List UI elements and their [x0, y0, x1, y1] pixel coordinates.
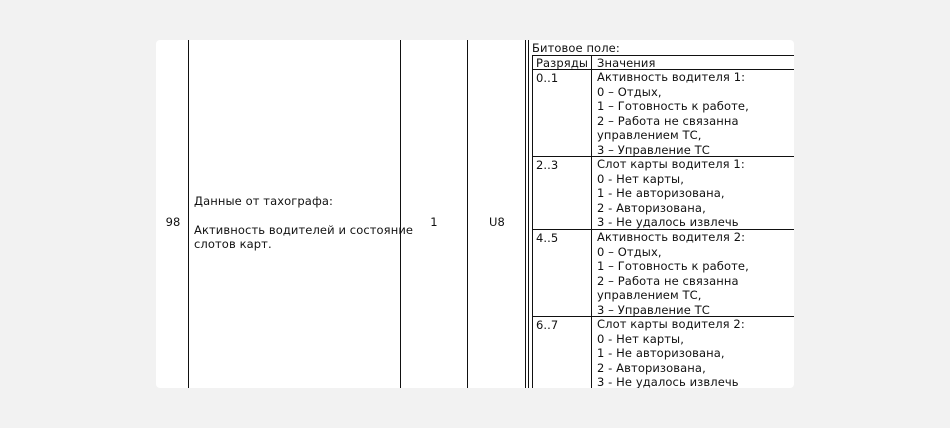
bitfield-value-line: 3 - Не удалось извлечь: [597, 375, 739, 388]
bitfield-value-line: 2 - Авторизована,: [597, 360, 706, 375]
bitfield-value-line: управлением ТС,: [597, 128, 702, 142]
table-column-divider: [528, 40, 529, 388]
bitfield-value-line: Слот карты водителя 2:: [597, 317, 745, 331]
row-description-line: Активность водителей и состояние: [194, 223, 414, 237]
row-description-line: слотов карт.: [194, 237, 272, 251]
bitfield-value-line: 2 – Работа не связанна: [597, 113, 739, 128]
bitfield-row-bits: 2..3: [536, 158, 559, 172]
bitfield-row-values: [597, 317, 745, 388]
bitfield-value-line: 3 – Управление ТС: [597, 142, 710, 157]
bitfield-header-values: Значения: [597, 56, 656, 70]
bitfield-header-bits: Разряды: [536, 56, 589, 70]
bitfield-value-line: Активность водителя 2:: [597, 230, 746, 244]
table-column-divider: [188, 40, 189, 388]
bitfield-value-line: Слот карты водителя 1:: [597, 157, 745, 171]
bitfield-value-line: 0 - Нет карты,: [597, 171, 684, 186]
bitfield-row-values: [597, 70, 749, 157]
bitfield-value-line: 3 – Управление ТС: [597, 302, 710, 317]
bitfield-value-line: Активность водителя 1:: [597, 70, 746, 84]
bitfield-value-line: 2 - Авторизована,: [597, 200, 706, 215]
table-column-divider: [467, 40, 468, 388]
bitfield-title: Битовое поле:: [532, 41, 620, 55]
bitfield-row-bits: 6..7: [536, 318, 559, 332]
bitfield-row-bits: 0..1: [536, 71, 559, 85]
bitfield-value-line: управлением ТС,: [597, 288, 702, 302]
row-size: 1: [430, 215, 438, 229]
inner-table-border: [591, 55, 592, 388]
bitfield-value-line: 1 - Не авторизована,: [597, 346, 725, 360]
table-column-divider: [400, 40, 401, 388]
row-number: 98: [165, 215, 181, 229]
row-type: U8: [489, 215, 505, 229]
bitfield-value-line: 0 – Отдых,: [597, 244, 662, 259]
bitfield-value-line: 1 – Готовность к работе,: [597, 99, 749, 113]
bitfield-row-values: [597, 157, 745, 230]
document-card: [156, 40, 794, 388]
bitfield-value-line: 1 - Не авторизована,: [597, 186, 725, 200]
bitfield-value-line: 1 – Готовность к работе,: [597, 259, 749, 273]
row-description-title: Данные от тахографа:: [194, 194, 334, 208]
bitfield-row-values: [597, 230, 749, 317]
bitfield-value-line: 0 - Нет карты,: [597, 331, 684, 346]
bitfield-value-line: 3 - Не удалось извлечь: [597, 215, 739, 229]
bitfield-value-line: 0 – Отдых,: [597, 84, 662, 99]
inner-table-border: [532, 55, 533, 388]
bitfield-value-line: 2 – Работа не связанна: [597, 273, 739, 288]
table-column-divider: [525, 40, 526, 388]
bitfield-row-bits: 4..5: [536, 231, 559, 245]
spec-table-fragment: [156, 40, 794, 388]
